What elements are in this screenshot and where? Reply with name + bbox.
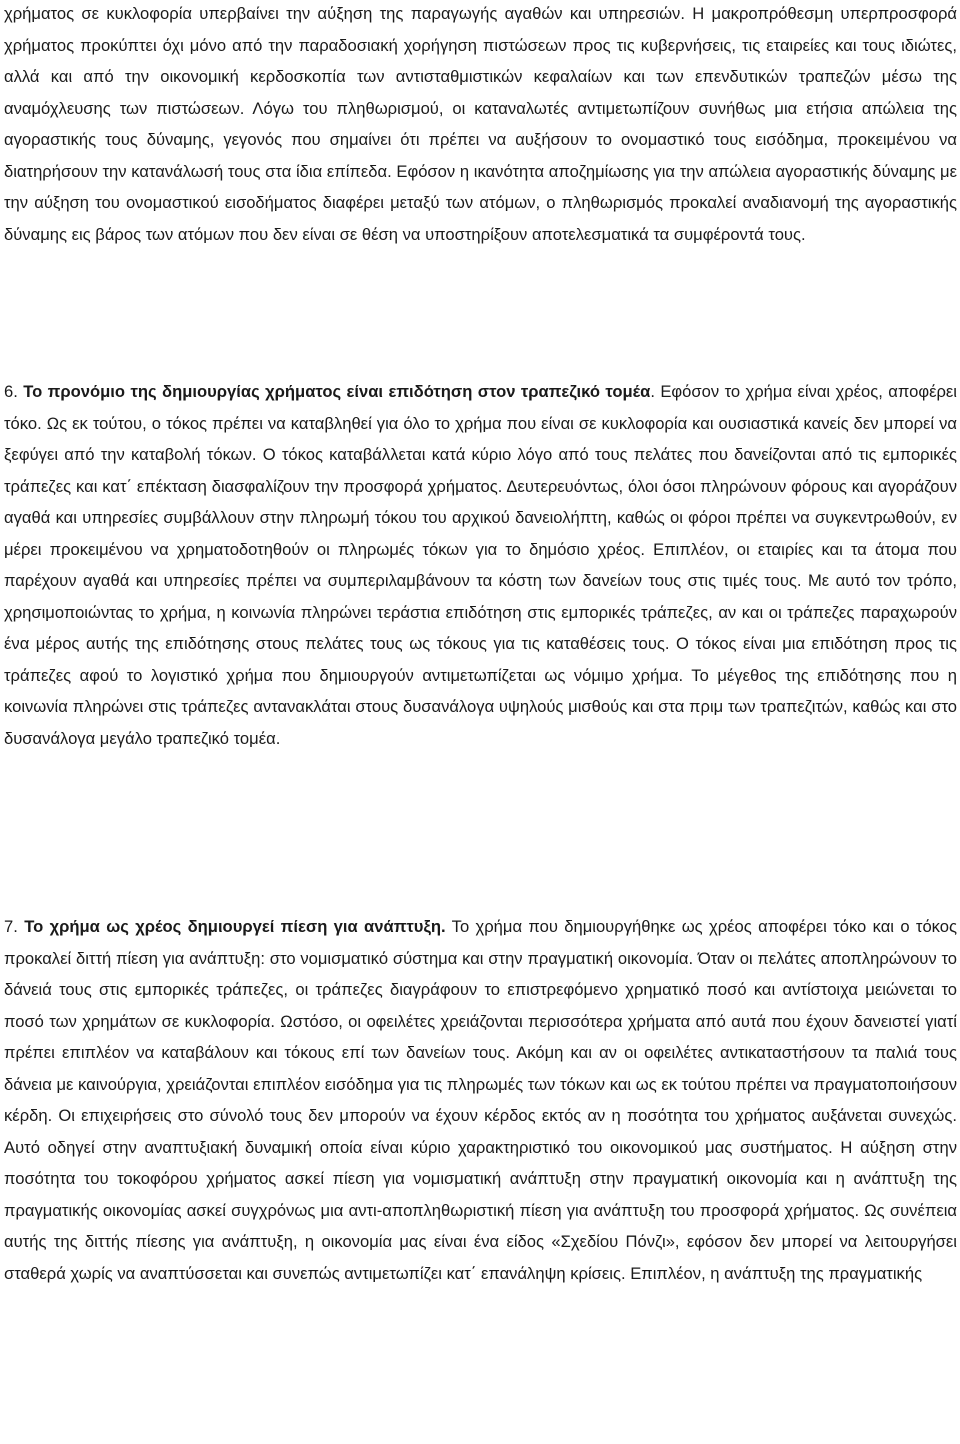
section-7-paragraph [4,911,957,1289]
paragraph-inflation-text: χρήματος σε κυκλοφορία υπερβαίνει την αύξηση της παραγωγής αγαθών και υπηρεσιών. Η μακροπρόθεσμη υπερπροσφορά χρήματος προκύπτει όχι μόνο από την παραδοσιακή χορήγηση πιστώσεων προς τις κυβερνήσεις, τις εταιρείες και τους ιδιώτες, αλλά και από την οικονομική κερδοσκοπία των αντισταθμιστικών κεφαλαίων και των επενδυτικών τραπεζών μέσω της αναμόχλευσης των πιστώσεων. Λόγω του πληθωρισμού, οι καταναλωτές αντιμετωπίζουν συνήθως μια ετήσια απώλεια της αγοραστικής τους δύναμης, γεγονός που σημαίνει ότι πρέπει να αυξήσουν το ονομαστικό τους εισόδημα, προκειμένου να διατηρήσουν την κατανάλωσή τους στα ίδια επίπεδα. Εφόσον η ικανότητα αποζημίωσης για την απώλεια αγοραστικής δύναμης με την αύξηση του ονομαστικού εισοδήματος διαφέρει μεταξύ των ατόμων, ο πληθωρισμός προκαλεί αναδιανομή της αγοραστικής δύναμης εις βάρος των ατόμων που δεν είναι σε θέση να υποστηρίξουν αποτελεσματικά τα συμφέροντά τους. [4,4,957,244]
section-6-body: Εφόσον το χρήμα είναι χρέος, αποφέρει τόκο. Ως εκ τούτου, ο τόκος πρέπει να καταβληθεί για όλο το χρήμα που είναι σε κυκλοφορία και ουσιαστικά κανείς δεν μπορεί να ξεφύγει από την καταβολή τόκων. Ο τόκος καταβάλλεται κατά κύριο λόγο από τους πελάτες που δανείζονται από τις εμπορικές τράπεζες και κατ΄ επέκταση διασφαλίζουν την προσφορά χρήματος. Δευτερευόντως, όλοι όσοι πληρώνουν φόρους και αγοράζουν αγαθά και υπηρεσίες συμβάλλουν στην πληρωμή τόκου του αρχικού δανειολήπτη, καθώς οι φόροι πρέπει να συγκεντρωθούν, εν μέρει προκειμένου να χρηματοδοτηθούν οι πληρωμές τόκων για το δημόσιο χρέος. Επιπλέον, οι εταιρίες και τα άτομα που παρέχουν αγαθά και υπηρεσίες πρέπει να συμπεριλαμβάνουν τα κόστη των δανείων τους στις τιμές τους. Με αυτό τον τρόπο, χρησιμοποιώντας το χρήμα, η κοινωνία πληρώνει τεράστια επιδότηση στις εμπορικές τράπεζες, αν και οι τράπεζες παραχωρούν ένα μέρος αυτής της επιδότησης στους πελάτες τους ως τόκους για τις καταθέσεις τους. Ο τόκος είναι μια επιδότηση προς τις τράπεζες αφού το λογιστικό χρήμα που δημιουργούν αντιμετωπίζεται ως νόμιμο χρήμα. Το μέγεθος της επιδότησης που η κοινωνία πληρώνει στις τράπεζες αντανακλάται στους δυσανάλογα υψηλούς μισθούς και στα πριμ των τραπεζιτών, καθώς και στο δυσανάλογα μεγάλο τραπεζικό τομέα. [4,382,957,748]
section-6-number: 6. [4,382,18,401]
section-6-heading-period: . [650,382,655,401]
section-6-paragraph [4,376,957,754]
paragraph-inflation [4,0,957,250]
section-7-number: 7. [4,917,18,936]
section-7-heading: Το χρήμα ως χρέος δημιουργεί πίεση για ανάπτυξη. [24,917,446,936]
section-7-body: Το χρήμα που δημιουργήθηκε ως χρέος αποφέρει τόκο και ο τόκος προκαλεί διττή πίεση για ανάπτυξη: στο νομισματικό σύστημα και στην πραγματική οικονομία. Όταν οι πελάτες αποπληρώνουν το δάνειά τους στις εμπορικές τράπεζες, οι τράπεζες διαγράφουν το επιστρεφόμενο χρηματικό ποσό και αντίστοιχα μειώνεται το ποσό των χρημάτων σε κυκλοφορία. Ωστόσο, οι οφειλέτες χρειάζονται περισσότερα χρήματα από αυτά που έχουν δανειστεί γιατί πρέπει επιπλέον να καταβάλουν και τόκους επί των δανείων τους. Ακόμη και αν οι οφειλέτες αντικαταστήσουν τα παλιά τους δάνεια με καινούργια, χρειάζονται επιπλέον εισόδημα για τις πληρωμές των τόκων και ως εκ τούτου πρέπει να πραγματοποιήσουν κέρδη. Οι επιχειρήσεις στο σύνολό τους δεν μπορούν να έχουν κέρδος εκτός αν η ποσότητα του χρήματος αυξάνεται συνεχώς. Αυτό οδηγεί στην αναπτυξιακή δυναμική οποία είναι κύριο χαρακτηριστικό του οικονομικού μας συστήματος. Η αύξηση στην ποσότητα του τοκοφόρου χρήματος ασκεί πίεση για νομισματική ανάπτυξη στην πραγματική οικονομία και η ανάπτυξη της πραγματικής οικονομίας ασκεί συγχρόνως μια αντι-αποπληθωριστική πίεση για ανάπτυξη του προσφορά χρήματος. Ως συνέπεια αυτής της διττής πίεσης για ανάπτυξη, η οικονομία μας είναι ένα είδος «Σχεδίου Πόνζι», εφόσον δεν μπορεί να λειτουργήσει σταθερά χωρίς να αναπτύσσεται και συνεπώς αντιμετωπίζει κατ΄ επανάληψη κρίσεις. Επιπλέον, η ανάπτυξη της πραγματικής [4,917,957,1283]
section-6-heading: Το προνόμιο της δημιουργίας χρήματος είναι επιδότηση στον τραπεζικό τομέα [23,382,651,401]
